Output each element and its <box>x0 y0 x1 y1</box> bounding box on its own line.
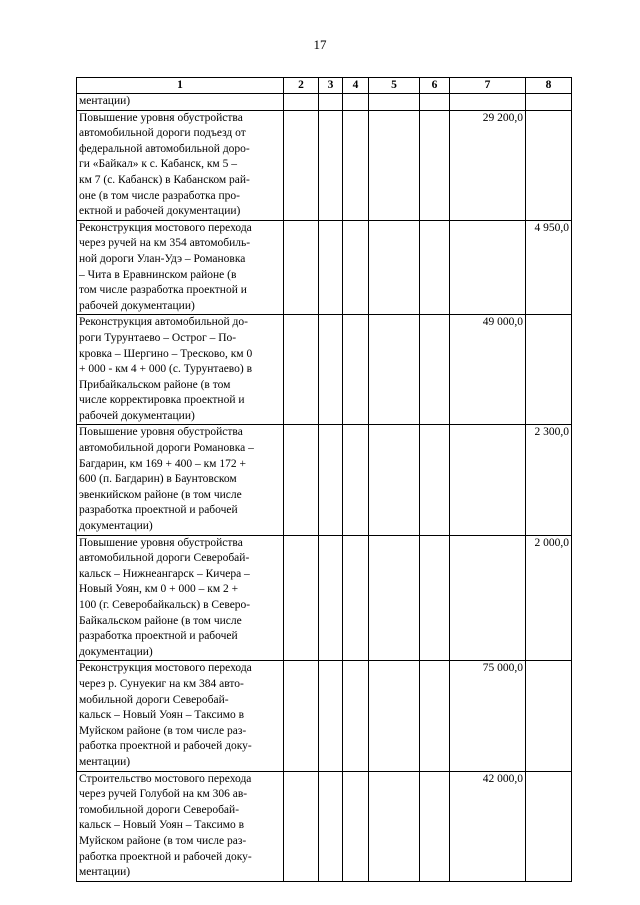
value-cell-col-5 <box>369 110 420 220</box>
description-line: Реконструкция мостового перехода <box>79 221 252 234</box>
column-header-7: 7 <box>450 78 526 94</box>
description-line: Повышение уровня обустройства <box>79 426 243 439</box>
table-body <box>77 94 572 882</box>
description-line: Строительство мостового перехода <box>79 772 252 785</box>
value-cell-col-2 <box>284 661 319 771</box>
description-line: 100 (г. Северобайкальск) в Северо- <box>79 599 251 611</box>
description-line: через ручей Голубой на км 306 ав- <box>79 788 248 801</box>
description-line: автомобильной дороги Северобай- <box>79 552 250 565</box>
description-line: 600 (п. Багдарин) в Баунтовском <box>79 473 237 486</box>
description-line: через р. Сунуекиг на км 384 авто- <box>79 677 244 690</box>
value-cell-col-5 <box>369 94 420 111</box>
column-header-2: 2 <box>284 78 319 94</box>
table-row <box>77 535 572 661</box>
budget-table <box>76 77 572 882</box>
description-line: автомобильной дороги подъезд от <box>79 127 246 140</box>
value-cell-col-4 <box>343 771 369 881</box>
row-description-cell <box>77 315 284 425</box>
value-cell-col-3 <box>319 110 343 220</box>
description-line: оне (в том числе разработка про- <box>79 189 240 202</box>
description-line: разработка проектной и рабочей <box>79 504 238 517</box>
value-cell-col-3 <box>319 535 343 661</box>
column-header-5: 5 <box>369 78 420 94</box>
value-cell-col-4 <box>343 315 369 425</box>
description-line: Реконструкция автомобильной до- <box>79 316 248 329</box>
table-header-row <box>77 78 572 94</box>
description-line: Байкальском районе (в том числе <box>79 614 242 627</box>
value-cell-col-7: 29 200,0 <box>450 110 526 220</box>
column-header-8: 8 <box>526 78 572 94</box>
table-row <box>77 110 572 220</box>
description-line: кальск – Новый Уоян – Таксимо в <box>79 819 245 832</box>
description-line: Новый Уоян, км 0 + 000 – км 2 + <box>79 583 239 596</box>
description-line: документации) <box>79 645 153 658</box>
description-line: ментации) <box>79 95 131 107</box>
description-line: Повышение уровня обустройства <box>79 111 243 124</box>
description-line: числе корректировка проектной и <box>79 394 245 407</box>
value-cell-col-3 <box>319 315 343 425</box>
description-line: документации) <box>79 520 153 533</box>
description-line: Прибайкальском районе (в том <box>79 378 231 391</box>
description-line: через ручей на км 354 автомобиль- <box>79 237 251 250</box>
description-line: автомобильной дороги Романовка – <box>79 442 254 455</box>
value-cell-col-6 <box>420 661 450 771</box>
value-cell-col-8 <box>526 315 572 425</box>
value-cell-col-2 <box>284 110 319 220</box>
value-cell-col-7: 42 000,0 <box>450 771 526 881</box>
description-line: + 000 - км 4 + 000 (с. Турунтаево) в <box>79 363 253 376</box>
value-cell-col-4 <box>343 535 369 661</box>
value-cell-col-7: 75 000,0 <box>450 661 526 771</box>
value-cell-col-5 <box>369 771 420 881</box>
description-line: Реконструкция мостового перехода <box>79 662 252 675</box>
value-cell-col-3 <box>319 94 343 111</box>
value-cell-col-3 <box>319 661 343 771</box>
description-line: Багдарин, км 169 + 400 – км 172 + <box>79 457 246 470</box>
value-cell-col-5 <box>369 220 420 315</box>
value-cell-col-2 <box>284 535 319 661</box>
value-cell-col-2 <box>284 315 319 425</box>
value-cell-col-2 <box>284 94 319 111</box>
description-line: км 7 (с. Кабанск) в Кабанском рай- <box>79 173 250 186</box>
description-line: федеральной автомобильной доро- <box>79 142 250 155</box>
value-cell-col-6 <box>420 535 450 661</box>
description-line: ги «Байкал» к с. Кабанск, км 5 – <box>79 158 237 171</box>
value-cell-col-4 <box>343 110 369 220</box>
value-cell-col-8 <box>526 110 572 220</box>
value-cell-col-6 <box>420 315 450 425</box>
row-description-cell <box>77 220 284 315</box>
value-cell-col-6 <box>420 771 450 881</box>
value-cell-col-8 <box>526 94 572 111</box>
value-cell-col-6 <box>420 94 450 111</box>
table-row <box>77 220 572 315</box>
value-cell-col-5 <box>369 535 420 661</box>
value-cell-col-7 <box>450 94 526 111</box>
column-header-1: 1 <box>77 78 284 94</box>
description-line: том числе разработка проектной и <box>79 284 247 297</box>
description-line: рабочей документации) <box>79 299 195 312</box>
table-row <box>77 425 572 535</box>
value-cell-col-4 <box>343 220 369 315</box>
description-line: рабочей документации) <box>79 409 195 422</box>
description-line: ной дороги Улан-Удэ – Романовка <box>79 252 246 265</box>
value-cell-col-5 <box>369 315 420 425</box>
description-line: ментации) <box>79 866 131 879</box>
value-cell-col-8: 2 000,0 <box>526 535 572 661</box>
value-cell-col-3 <box>319 771 343 881</box>
value-cell-col-7: 49 000,0 <box>450 315 526 425</box>
description-line: роги Турунтаево – Острог – По- <box>79 331 237 344</box>
table-row <box>77 94 572 111</box>
value-cell-col-4 <box>343 425 369 535</box>
description-line: томобильной дороги Северобай- <box>79 803 240 816</box>
value-cell-col-8: 2 300,0 <box>526 425 572 535</box>
description-line: кальск – Новый Уоян – Таксимо в <box>79 709 245 722</box>
value-cell-col-5 <box>369 425 420 535</box>
description-line: Повышение уровня обустройства <box>79 536 243 549</box>
description-line: эвенкийском районе (в том числе <box>79 488 242 501</box>
value-cell-col-2 <box>284 771 319 881</box>
value-cell-col-3 <box>319 220 343 315</box>
value-cell-col-2 <box>284 425 319 535</box>
table-row <box>77 661 572 771</box>
value-cell-col-4 <box>343 661 369 771</box>
row-description-cell <box>77 425 284 535</box>
value-cell-col-6 <box>420 425 450 535</box>
description-line: разработка проектной и рабочей <box>79 630 238 643</box>
description-line: Муйском районе (в том числе раз- <box>79 834 247 847</box>
row-description-cell <box>77 535 284 661</box>
table-row <box>77 315 572 425</box>
value-cell-col-6 <box>420 110 450 220</box>
row-description-cell <box>77 771 284 881</box>
page-number: 17 <box>313 37 327 52</box>
description-line: – Чита в Еравнинском районе (в <box>79 268 237 281</box>
value-cell-col-8: 4 950,0 <box>526 220 572 315</box>
value-cell-col-2 <box>284 220 319 315</box>
value-cell-col-4 <box>343 94 369 111</box>
row-description-cell <box>77 661 284 771</box>
description-line: мобильной дороги Северобай- <box>79 693 229 706</box>
description-line: работка проектной и рабочей доку- <box>79 740 252 753</box>
value-cell-col-7 <box>450 220 526 315</box>
value-cell-col-6 <box>420 220 450 315</box>
description-line: ментации) <box>79 755 131 768</box>
value-cell-col-8 <box>526 771 572 881</box>
description-line: работка проектной и рабочей доку- <box>79 850 252 863</box>
column-header-4: 4 <box>343 78 369 94</box>
description-line: Муйском районе (в том числе раз- <box>79 724 247 737</box>
row-description-cell <box>77 110 284 220</box>
value-cell-col-3 <box>319 425 343 535</box>
column-header-6: 6 <box>420 78 450 94</box>
description-line: ектной и рабочей документации) <box>79 205 241 218</box>
value-cell-col-5 <box>369 661 420 771</box>
row-description-cell <box>77 94 284 111</box>
table-row <box>77 771 572 881</box>
value-cell-col-8 <box>526 661 572 771</box>
value-cell-col-7 <box>450 535 526 661</box>
description-line: кальск – Нижнеангарск – Кичера – <box>79 567 250 580</box>
value-cell-col-7 <box>450 425 526 535</box>
column-header-3: 3 <box>319 78 343 94</box>
description-line: кровка – Шергино – Тресково, км 0 <box>79 347 253 360</box>
